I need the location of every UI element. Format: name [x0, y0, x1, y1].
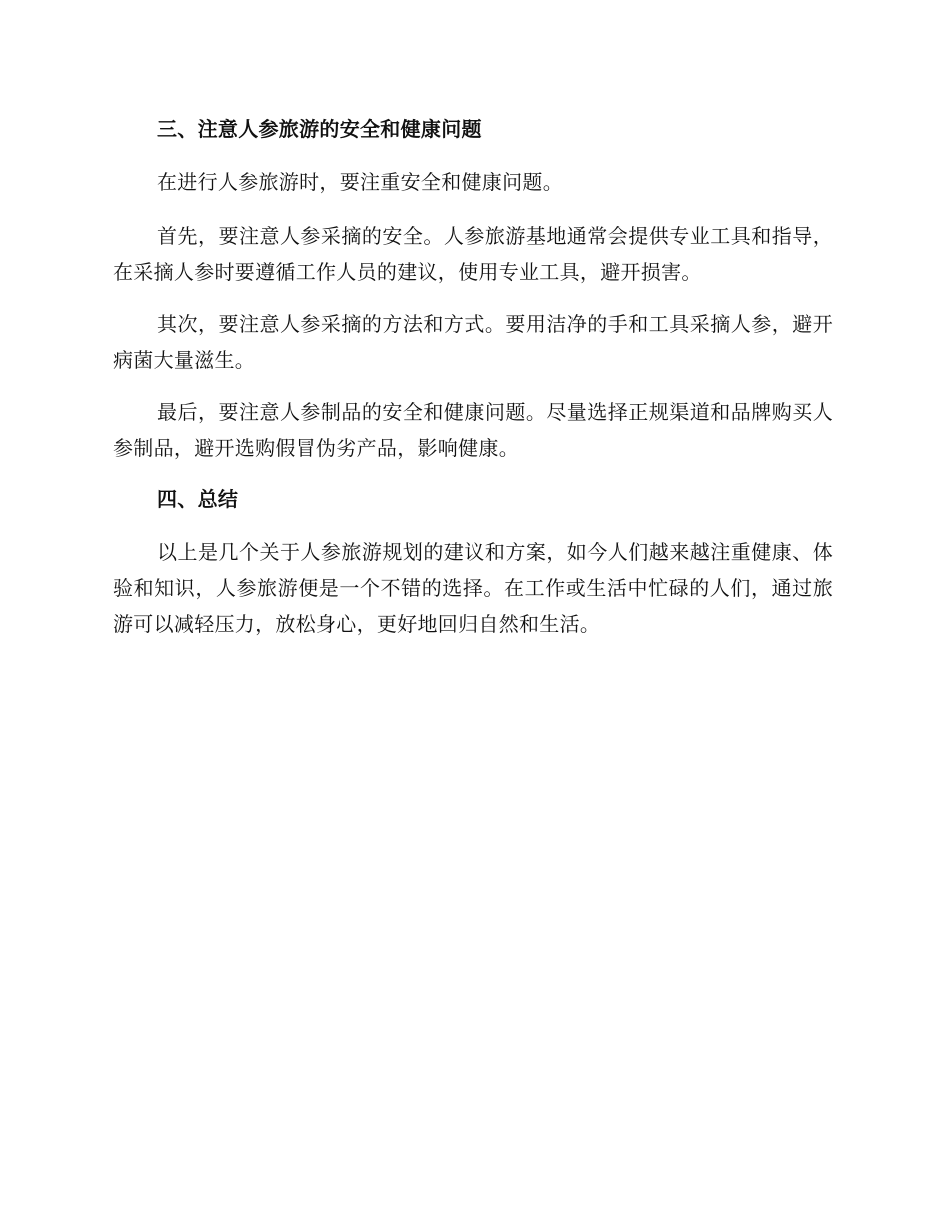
paragraph-last: 最后，要注意人参制品的安全和健康问题。尽量选择正规渠道和品牌购买人参制品，避开选购假冒伪劣产品，影响健康。 [113, 400, 833, 460]
paragraph-summary: 以上是几个关于人参旅游规划的建议和方案，如今人们越来越注重健康、体验和知识，人参旅游便是一个不错的选择。在工作或生活中忙碌的人们，通过旅游可以减轻压力，放松身心，更好地回归自然和生活。 [113, 540, 833, 636]
section-heading-summary: 四、总结 [157, 487, 239, 511]
paragraph-first: 首先，要注意人参采摘的安全。人参旅游基地通常会提供专业工具和指导，在采摘人参时要遵循工作人员的建议，使用专业工具，避开损害。 [113, 224, 833, 284]
document-body [113, 112, 833, 658]
section-heading-safety-health: 三、注意人参旅游的安全和健康问题 [157, 117, 482, 141]
paragraph-second: 其次，要注意人参采摘的方法和方式。要用洁净的手和工具采摘人参，避开病菌大量滋生。 [113, 312, 833, 372]
paragraph-intro: 在进行人参旅游时，要注重安全和健康问题。 [157, 170, 563, 194]
